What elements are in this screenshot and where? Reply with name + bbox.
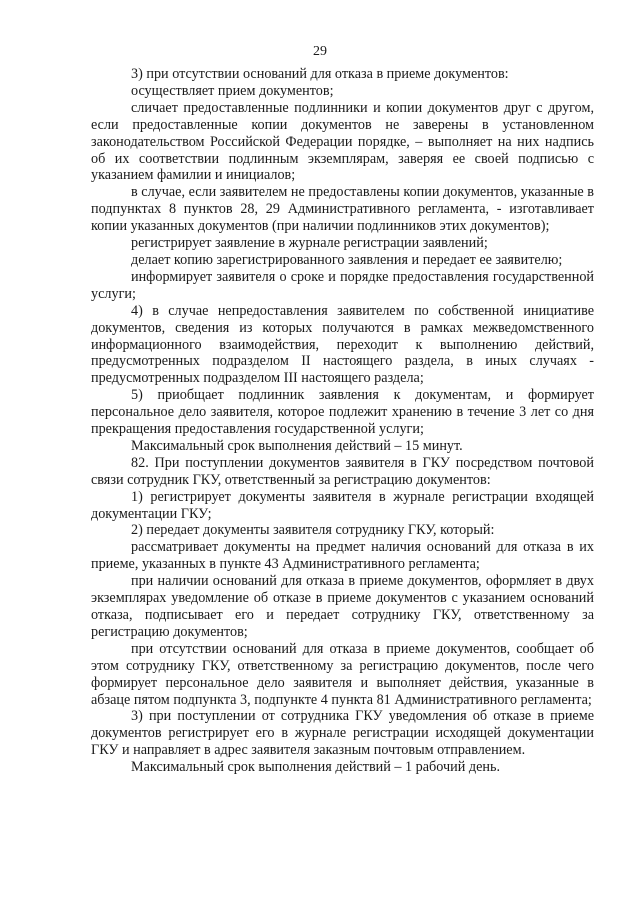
paragraph: 3) при отсутствии оснований для отказа в приеме документов: xyxy=(131,66,509,82)
paragraph: информирует заявителя о сроке и порядке предоставления государственной услуги; xyxy=(91,268,594,302)
paragraph: при отсутствии оснований для отказа в приеме документов, сообщает об этом сотруднику ГКУ, ответственному за регистрацию документов, после чего формирует персональное дело заявителя и выполняет действия, указанные в абзаце пятом подпункта 3, подпункте 4 пункта 81 Административного регламента; xyxy=(91,640,594,708)
paragraph: 3) при поступлении от сотрудника ГКУ уведомления об отказе в приеме документов регистрирует его в журнале регистрации исходящей документации ГКУ и направляет в адрес заявителя заказным почтовым отправлением. xyxy=(91,708,594,759)
page-number: 29 xyxy=(313,44,327,59)
paragraph: 82. При поступлении документов заявителя в ГКУ посредством почтовой связи сотрудник ГКУ, ответственный за регистрацию документов: xyxy=(91,454,594,488)
paragraph: регистрирует заявление в журнале регистрации заявлений; xyxy=(131,235,488,252)
paragraph: при наличии оснований для отказа в приеме документов, оформляет в двух экземплярах уведомление об отказе в приеме документов с указанием оснований отказа, подписывает его и передает сотруднику ГКУ, ответственному за регистрацию документов; xyxy=(91,573,594,640)
paragraph: Максимальный срок выполнения действий – 15 минут. xyxy=(131,437,463,454)
paragraph: Максимальный срок выполнения действий – 1 рабочий день. xyxy=(131,759,500,776)
paragraph: осуществляет прием документов; xyxy=(131,82,334,99)
paragraph: в случае, если заявителем не предоставлены копии документов, указанные в подпунктах 8 пунктов 28, 29 Административного регламента, - изготавливает копии указанных документов (при наличии подлинников этих документов); xyxy=(91,184,594,235)
paragraph: 5) приобщает подлинник заявления к документам, и формирует персональное дело заявителя, которое подлежит хранению в течение 3 лет со дня прекращения предоставления государственной услуги; xyxy=(91,387,594,438)
paragraph: рассматривает документы на предмет наличия оснований для отказа в их приеме, указанных в пункте 43 Административного регламента; xyxy=(91,539,594,573)
paragraph: 1) регистрирует документы заявителя в журнале регистрации входящей документации ГКУ; xyxy=(91,488,594,522)
paragraph: 2) передает документы заявителя сотруднику ГКУ, который: xyxy=(131,522,495,539)
paragraph: делает копию зарегистрированного заявления и передает ее заявителю; xyxy=(131,251,563,268)
paragraph: сличает предоставленные подлинники и копии документов друг с другом, если предоставленные копии документов не заверены в установленном законодательством Российской Федерации порядке, – выполняет на них надпись об их соответствии подлинным экземплярам, заверяя ее своей подписью с указанием фамилии и инициалов; xyxy=(91,99,594,184)
document-body xyxy=(91,66,594,776)
paragraph: 4) в случае непредоставления заявителем по собственной инициативе документов, сведения из которых получаются в рамках межведомственного информационного взаимодействия, переходит к выполнению действий, предусмотренных подразделом II настоящего раздела, в иных случаях - предусмотренных подразделом III настоящего раздела; xyxy=(91,302,594,387)
